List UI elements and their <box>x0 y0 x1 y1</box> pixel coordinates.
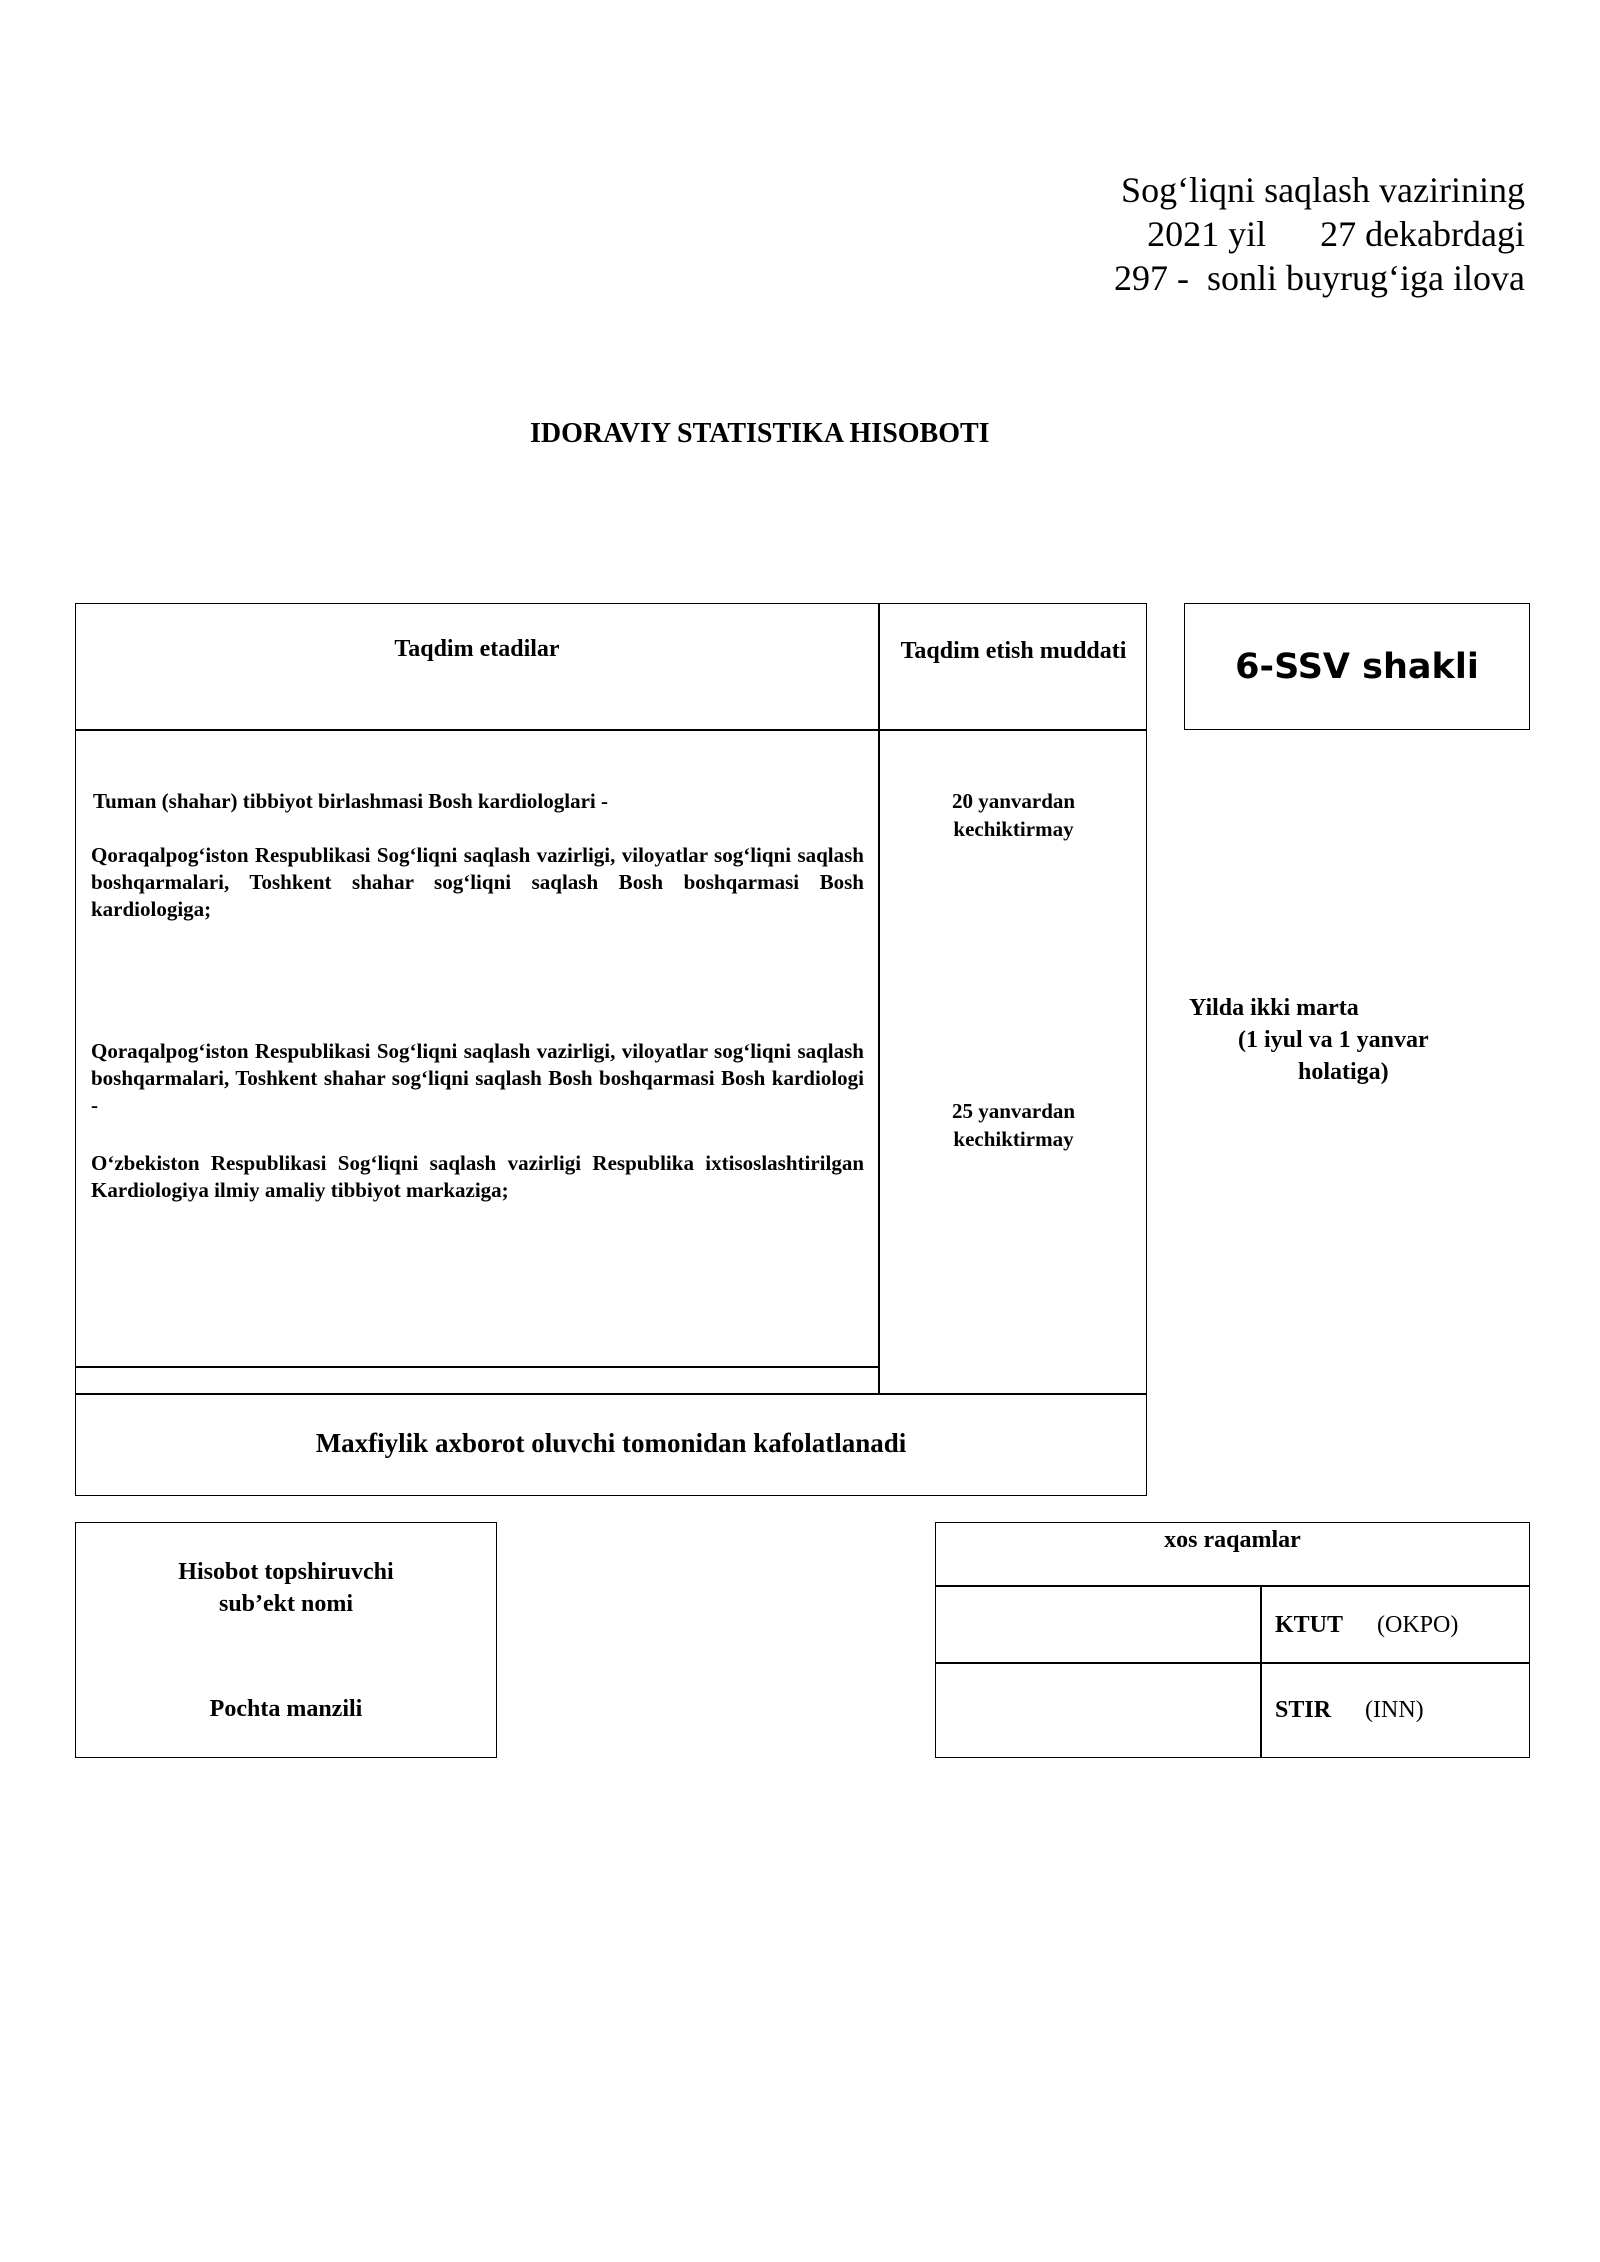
header-line-1: Sog‘liqni saqlash vazirining <box>1121 170 1525 210</box>
form-name-suffix: shakli <box>1350 646 1479 687</box>
confidentiality-divider <box>75 1393 1147 1395</box>
confidentiality-note: Maxfiylik axborot oluvchi tomonidan kafolatlanadi <box>315 1428 907 1458</box>
codes-header: xos raqamlar <box>1164 1527 1301 1553</box>
block1-deadline-line1: 20 yanvardan <box>951 789 1076 813</box>
column-divider <box>878 603 880 1393</box>
block2-to: O‘zbekiston Respublikasi Sog‘liqni saqlash vazirligi Respublika ixtisoslashtirilgan Kardiologiya ilmiy amaliy tibbiyot markaziga; <box>91 1151 864 1202</box>
header-line-3: 297 - sonli buyrug‘iga ilova <box>1114 258 1525 298</box>
left-bottom-divider <box>75 1366 879 1368</box>
block2-from: Qoraqalpog‘iston Respublikasi Sog‘liqni saqlash vazirligi, viloyatlar sog‘liqni saqlash boshqarmalari, Toshkent shahar sog‘liqni saqlash Bosh boshqarmasi Bosh kardiologi - <box>91 1039 864 1117</box>
header-line-2: 2021 yil 27 dekabrdagi <box>1147 214 1525 254</box>
block1-deadline-line2: kechiktirmay <box>953 817 1074 841</box>
ktut-label: KTUT <box>1275 1612 1344 1638</box>
reporter-name-label-line2: sub’ekt nomi <box>218 1591 354 1617</box>
form-name-box <box>1184 603 1530 730</box>
codes-column-divider <box>1260 1585 1262 1758</box>
stir-label: STIR <box>1275 1697 1332 1723</box>
block1-from: Tuman (shahar) tibbiyot birlashmasi Bosh kardiologlari - <box>93 789 608 813</box>
frequency-line-3: holatiga) <box>1298 1059 1389 1085</box>
reporter-address-label: Pochta manzili <box>209 1696 363 1722</box>
inn-label: (INN) <box>1365 1697 1424 1723</box>
block2-deadline-line2: kechiktirmay <box>953 1127 1074 1151</box>
form-name-code: SSV <box>1274 646 1350 687</box>
frequency-line-2: (1 iyul va 1 yanvar <box>1238 1027 1429 1053</box>
reporter-name-label-line1: Hisobot topshiruvchi <box>178 1559 394 1585</box>
codes-row-divider <box>935 1662 1530 1664</box>
col-header-submitters: Taqdim etadilar <box>394 636 560 662</box>
document-title: IDORAVIY STATISTIKA HISOBOTI <box>530 418 990 449</box>
block1-to: Qoraqalpog‘iston Respublikasi Sog‘liqni saqlash vazirligi, viloyatlar sog‘liqni saqlash boshqarmalari, Toshkent shahar sog‘liqni saqlash Bosh boshqarmasi Bosh kardiologiga; <box>91 843 864 921</box>
header-divider <box>75 729 1147 731</box>
frequency-line-1: Yilda ikki marta <box>1189 995 1359 1021</box>
ktut-row-label <box>1275 1612 1458 1639</box>
codes-header-divider <box>935 1585 1530 1587</box>
block2-deadline-line1: 25 yanvardan <box>951 1099 1076 1123</box>
col-header-deadline: Taqdim etish muddati <box>900 638 1127 664</box>
stir-row-label <box>1275 1697 1424 1724</box>
codes-box <box>935 1522 1530 1758</box>
form-name-prefix: 6- <box>1235 646 1275 687</box>
okpo-label: (OKPO) <box>1377 1612 1459 1638</box>
